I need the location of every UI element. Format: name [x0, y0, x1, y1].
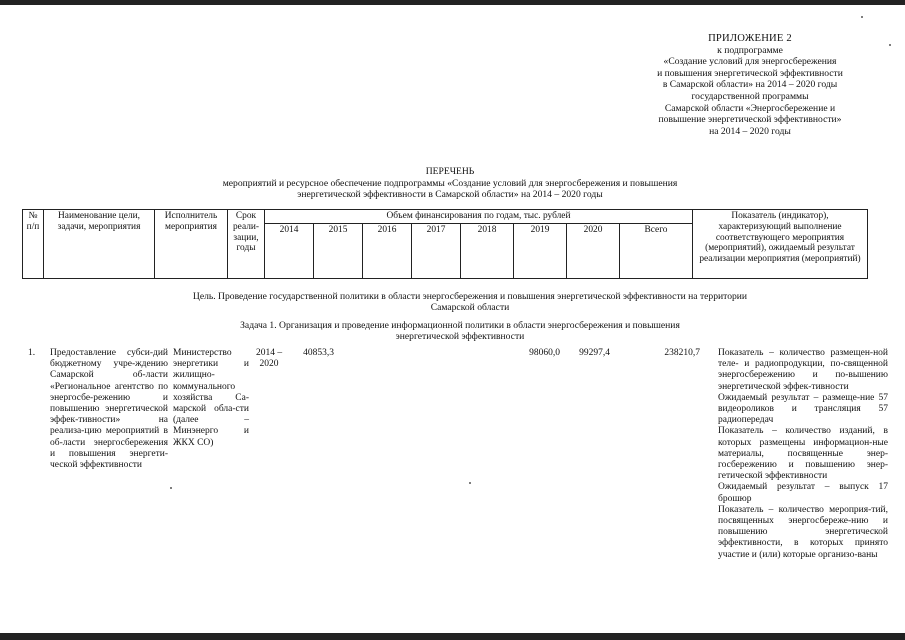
value-total: 238210,7	[664, 348, 700, 358]
goal-line: Цель. Проведение государственной политики в области энергосбережения и повышения энергетической эффективности на территории	[192, 291, 748, 302]
col-term-header: Срок реали-зации, годы	[228, 210, 265, 279]
executor: Министерство энергетики и жилищно-коммунального хозяйства Са-марской обла-сти (далее – Минэнерго и ЖКХ СО)	[173, 348, 249, 448]
task-statement	[180, 320, 740, 342]
goal-line: Самарской области	[430, 302, 510, 314]
indicator-item: Ожидаемый результат – выпуск 17 брошюр	[718, 482, 888, 504]
year-header: 2019	[514, 224, 567, 279]
document-title	[180, 166, 720, 201]
title-heading: ПЕРЕЧЕНЬ	[425, 166, 475, 177]
indicator-item: Ожидаемый результат – размеще-ние 57 видеороликов и трансляция 57 радиопередач	[718, 392, 888, 426]
appendix-line: и повышения энергетической эффективности	[657, 67, 843, 79]
appendix-line: «Создание условий для энергосбережения	[663, 56, 837, 68]
scan-speck	[889, 44, 891, 46]
header-table	[22, 209, 868, 279]
activity-name: Предоставление субси-дий бюджетному учре-ждению Самарской об-ласти «Региональное агентство по энергосбе-режению и повышению энергетической эффек-тивности» на реализа-цию мероприятий в об-ласти энергосбережения и повышения энергети-ческой эффективности	[50, 348, 168, 471]
value-2014: 40853,3	[303, 348, 334, 358]
col-indicator-header	[693, 210, 868, 279]
appendix-line: повышение энергетической эффективности»	[658, 114, 842, 126]
appendix-line: к подпрограмме	[717, 44, 783, 56]
scan-edge-bottom	[0, 633, 905, 640]
indicator-header-line: Показатель (индикатор),	[731, 211, 829, 221]
year-header: 2018	[461, 224, 514, 279]
goal-statement	[120, 291, 820, 313]
indicator-item: Показатель – количество размещен-ной теле- и радиопродукции, по-священной энергосбережению и по-вышению энергетической эффек-тивности	[718, 348, 888, 392]
year-header: 2014	[265, 224, 314, 279]
year-header: 2015	[314, 224, 363, 279]
indicators-block	[718, 348, 888, 561]
total-header: Всего	[620, 224, 693, 279]
task-line: энергетической эффективности	[395, 331, 525, 343]
value-2020: 99297,4	[579, 348, 610, 358]
year-header: 2020	[567, 224, 620, 279]
title-line: мероприятий и ресурсное обеспечение подпрограммы «Создание условий для энергосбережения и повышения	[222, 177, 678, 189]
appendix-line: в Самарской области» на 2014 – 2020 годы	[662, 79, 838, 91]
title-line: энергетической эффективности в Самарской области» на 2014 – 2020 годы	[297, 189, 603, 201]
indicator-item: Показатель – количество изданий, в которых размещены информацион-ные материалы, посвященные энер-госбережению и повышению энер-гетической эффективности	[718, 426, 888, 482]
col-funding-header: Объем финансирования по годам, тыс. рублей	[265, 210, 693, 224]
indicator-item: Показатель – количество мероприя-тий, посвященных энергосбереже-нию и повышению энергетической эффективности, в которых принято участие и (или) которые организо-ваны	[718, 504, 888, 560]
value-2019: 98060,0	[529, 348, 560, 358]
row-number: 1.	[28, 348, 36, 358]
appendix-line: на 2014 – 2020 годы	[709, 125, 791, 137]
col-number-header: № п/п	[23, 210, 44, 279]
appendix-line: Самарской области «Энергосбережение и	[664, 102, 836, 114]
term: 2014 – 2020	[255, 348, 283, 370]
indicator-header-text: характеризующий выполнение соответствующего мероприятия (мероприятий), ожидаемый результат реализации мероприятия (мероприятий)	[699, 221, 861, 265]
appendix-block	[600, 33, 900, 137]
appendix-line: государственной программы	[691, 90, 809, 102]
year-header: 2017	[412, 224, 461, 279]
col-name-header: Наименование цели, задачи, мероприятия	[44, 210, 155, 279]
scan-speck	[469, 482, 471, 484]
task-line: Задача 1. Организация и проведение информационной политики в области энергосбережения и повышения	[240, 320, 680, 331]
scan-speck	[861, 16, 863, 18]
scan-speck	[170, 487, 172, 489]
year-header: 2016	[363, 224, 412, 279]
appendix-heading: ПРИЛОЖЕНИЕ 2	[708, 33, 792, 44]
col-executor-header: Исполнитель мероприятия	[155, 210, 228, 279]
scan-edge-top	[0, 0, 905, 5]
